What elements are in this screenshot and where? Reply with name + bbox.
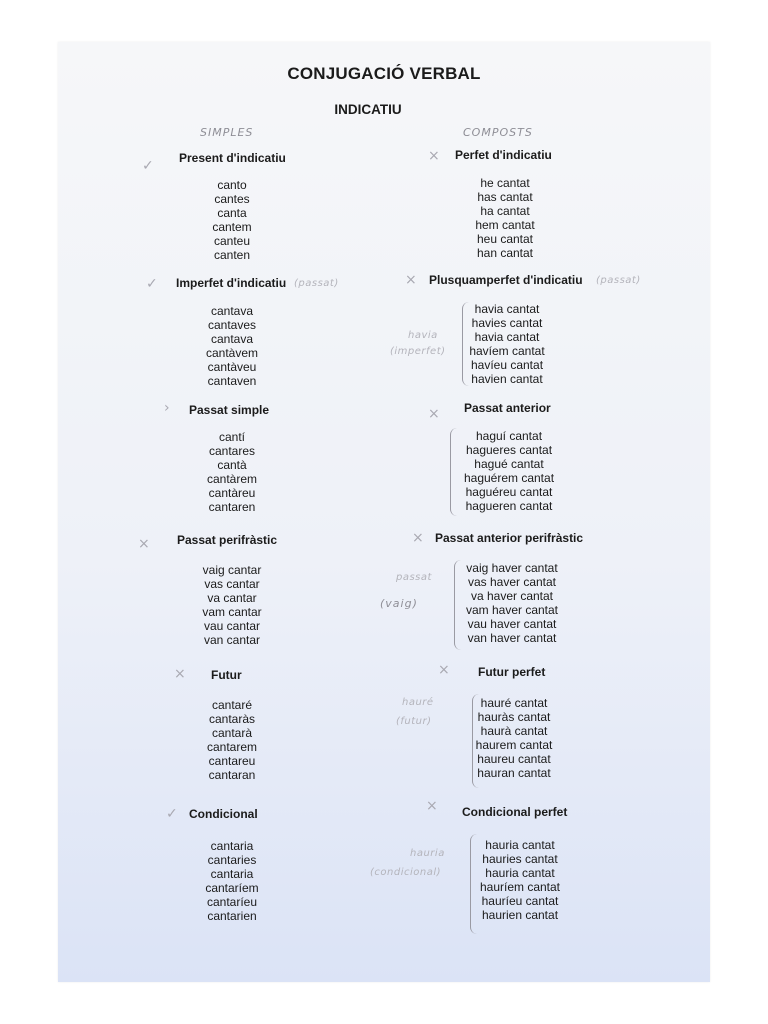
handwritten-note: (passat) (294, 278, 339, 289)
form-item: cantaven (207, 374, 257, 388)
form-item: cantareu (208, 754, 256, 768)
cross-mark-icon: × (438, 662, 450, 678)
form-item: haguérem cantat (463, 471, 555, 485)
form-item: haguéreu cantat (465, 485, 553, 499)
form-item: havia cantat (474, 330, 540, 344)
forms-passat-simple (157, 430, 307, 514)
form-item: cantava (210, 332, 254, 346)
form-item: cantaran (208, 768, 256, 782)
form-item: havien cantat (471, 372, 543, 386)
form-item: hauries cantat (482, 852, 558, 866)
check-mark-icon: ✓ (166, 806, 178, 822)
form-item: cantaries (207, 853, 257, 867)
compound-column-heading: COMPOSTS (463, 126, 533, 139)
form-item: havíem cantat (469, 344, 545, 358)
forms-passat-anterior-perifrastic (427, 561, 597, 645)
form-item: cantaves (207, 318, 257, 332)
forms-imperfet (157, 304, 307, 388)
form-item: cantàreu (208, 486, 256, 500)
form-item: hagueren cantat (465, 499, 553, 513)
forms-present (157, 178, 307, 262)
form-item: has cantat (477, 190, 533, 204)
forms-perfet (430, 176, 580, 260)
forms-passat-anterior (434, 429, 584, 513)
page-subtitle: INDICATIU (334, 102, 402, 117)
forms-futur-perfet (439, 696, 589, 780)
form-item: cantàrem (206, 472, 258, 486)
tense-title-passat-anterior-perifrastic: Passat anterior perifràstic (435, 531, 584, 545)
check-mark-icon: ✓ (142, 158, 154, 174)
page-title: CONJUGACIÓ VERBAL (287, 64, 481, 83)
form-item: hem cantat (475, 218, 535, 232)
form-item: havíeu cantat (470, 358, 544, 372)
form-item: cantarem (206, 740, 258, 754)
cross-mark-icon: × (428, 406, 440, 422)
form-item: vas haver cantat (467, 575, 557, 589)
handwritten-side-note: hauré (402, 697, 434, 708)
form-item: hauré cantat (480, 696, 548, 710)
form-item: cantares (208, 444, 256, 458)
form-item: ha cantat (480, 204, 530, 218)
forms-passat-perifrastic (157, 563, 307, 647)
form-item: cantaria (210, 839, 254, 853)
simple-column-heading: SIMPLES (200, 126, 254, 139)
form-item: haguí cantat (475, 429, 543, 443)
tense-title-plusquamperfet: Plusquamperfet d'indicatiu (429, 273, 583, 287)
form-item: cantaren (208, 500, 256, 514)
form-item: vam haver cantat (465, 603, 559, 617)
check-mark-icon: ✓ (146, 276, 158, 292)
form-item: hauria cantat (485, 838, 555, 852)
arrow-mark-icon: › (164, 400, 170, 416)
cross-mark-icon: × (174, 666, 186, 682)
form-item: cantarien (207, 909, 257, 923)
form-item: van cantar (203, 633, 261, 647)
form-item: cantàveu (207, 360, 257, 374)
form-item: vaig haver cantat (466, 561, 558, 575)
handwritten-side-note: (imperfet) (390, 346, 446, 357)
form-item: havies cantat (471, 316, 543, 330)
form-item: cantà (217, 458, 247, 472)
form-item: haureu cantat (477, 752, 551, 766)
cross-mark-icon: × (412, 530, 424, 546)
tense-title-perfet: Perfet d'indicatiu (455, 148, 552, 162)
form-item: cantarà (211, 726, 253, 740)
tense-title-passat-simple: Passat simple (189, 403, 270, 417)
form-item: canta (217, 206, 247, 220)
form-item: vau haver cantat (467, 617, 557, 631)
worksheet-page (58, 42, 710, 982)
tense-title-condicional-perfet: Condicional perfet (462, 805, 568, 819)
form-item: cantàvem (205, 346, 259, 360)
handwritten-side-note: (futur) (396, 716, 432, 727)
form-item: hagueres cantat (465, 443, 553, 457)
form-item: heu cantat (476, 232, 534, 246)
form-item: haurà cantat (480, 724, 548, 738)
cross-mark-icon: × (138, 536, 150, 552)
forms-condicional-perfet (445, 838, 595, 922)
form-item: hauria cantat (485, 866, 555, 880)
form-item: hauríem cantat (479, 880, 561, 894)
form-item: cantem (212, 220, 252, 234)
form-item: cantaria (210, 867, 254, 881)
tense-title-imperfet: Imperfet d'indicatiu (176, 276, 287, 290)
handwritten-note: (passat) (596, 275, 641, 286)
handwritten-side-note: (condicional) (370, 867, 442, 878)
form-item: he cantat (480, 176, 530, 190)
form-item: hauran cantat (477, 766, 551, 780)
form-item: cantí (218, 430, 245, 444)
form-item: vaig cantar (202, 563, 262, 577)
tense-title-present: Present d'indicatiu (179, 151, 286, 165)
cross-mark-icon: × (426, 798, 438, 814)
forms-plusquamperfet (432, 302, 582, 386)
form-item: haurien cantat (481, 908, 559, 922)
form-item: canteu (213, 234, 251, 248)
form-item: han cantat (476, 246, 534, 260)
form-item: va cantar (207, 591, 257, 605)
handwritten-side-note: (vaig) (380, 597, 418, 610)
tense-title-passat-perifrastic: Passat perifràstic (177, 533, 278, 547)
form-item: vau cantar (203, 619, 261, 633)
tense-title-futur-perfet: Futur perfet (478, 665, 546, 679)
tense-title-condicional: Condicional (189, 807, 258, 821)
form-item: cantaré (211, 698, 253, 712)
form-item: haurem cantat (475, 738, 553, 752)
form-item: hauràs cantat (477, 710, 551, 724)
cross-mark-icon: × (428, 148, 440, 164)
form-item: cantes (214, 192, 250, 206)
form-item: canten (213, 248, 251, 262)
form-item: vam cantar (202, 605, 262, 619)
form-item: cantaríem (205, 881, 259, 895)
tense-title-passat-anterior: Passat anterior (464, 401, 551, 415)
tense-title-futur: Futur (211, 668, 242, 682)
form-item: canto (217, 178, 247, 192)
form-item: havia cantat (474, 302, 540, 316)
handwritten-side-note: havia (408, 330, 438, 341)
form-item: vas cantar (204, 577, 260, 591)
handwritten-side-note: passat (396, 572, 432, 583)
form-item: cantaríeu (206, 895, 258, 909)
form-item: van haver cantat (467, 631, 557, 645)
form-item: hauríeu cantat (481, 894, 559, 908)
handwritten-side-note: hauria (410, 848, 445, 859)
form-item: cantava (210, 304, 254, 318)
form-item: cantaràs (208, 712, 256, 726)
form-item: va haver cantat (470, 589, 554, 603)
forms-futur (157, 698, 307, 782)
form-item: hagué cantat (474, 457, 544, 471)
forms-condicional (157, 839, 307, 923)
cross-mark-icon: × (405, 272, 417, 288)
